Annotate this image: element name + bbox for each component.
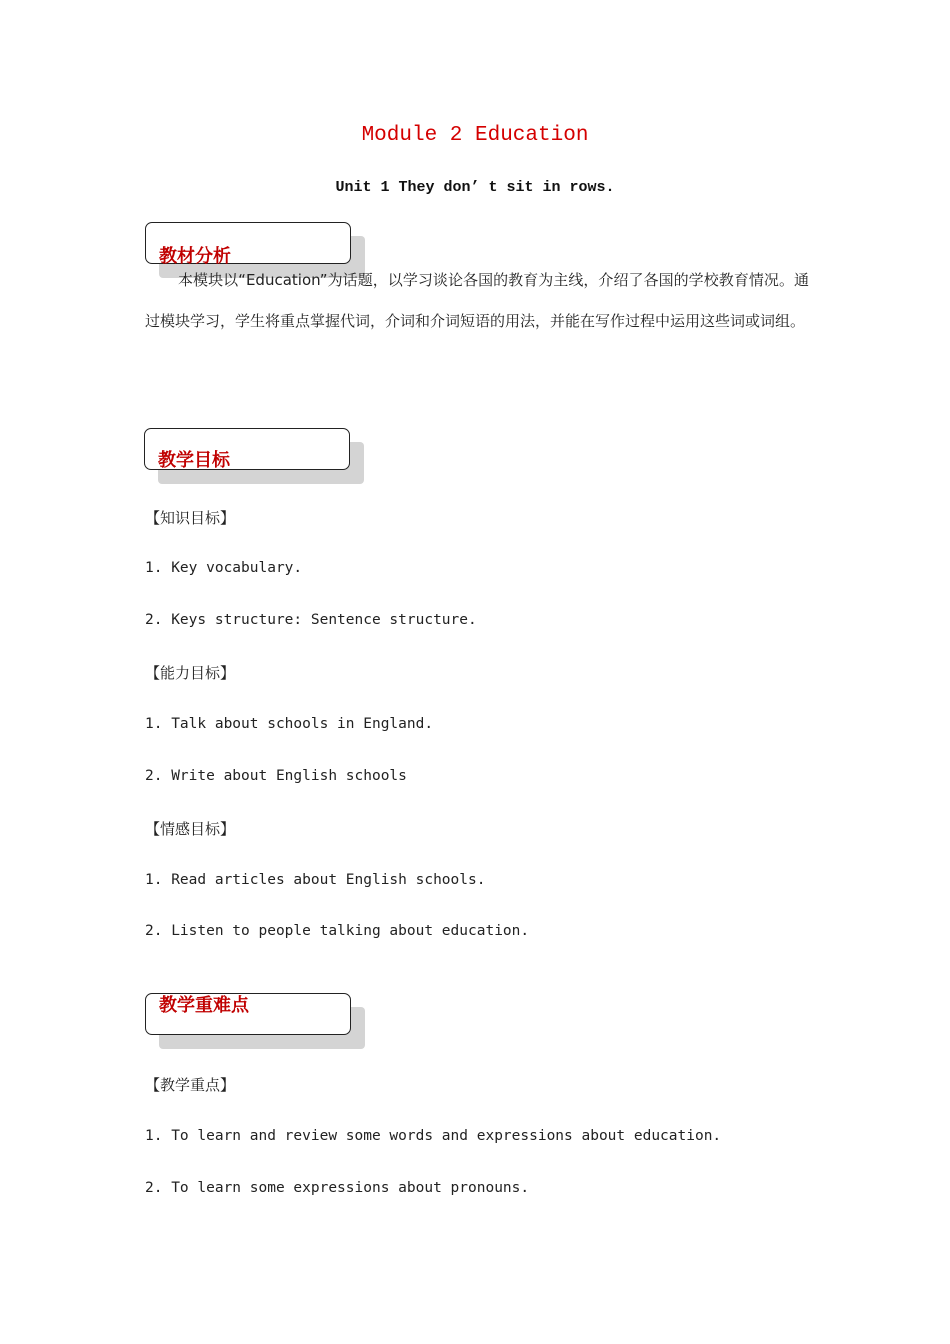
analysis-paragraph: 本模块以“Education”为话题，以学习谈论各国的教育为主线，介绍了各国的学校教育情况。通过模块学习，学生将重点掌握代词，介词和介词短语的用法，并能在写作过程中运用这些词或词组。 xyxy=(145,271,809,330)
emotion-item-1: 1. Read articles about English schools. xyxy=(145,872,486,888)
section-heading-objectives: 教学目标 xyxy=(158,450,230,471)
ability-objectives-label: 【能力目标】 xyxy=(145,664,236,682)
knowledge-item-1: 1. Key vocabulary. xyxy=(145,560,303,576)
section-heading-box-analysis xyxy=(145,222,351,267)
ability-item-1: 1. Talk about schools in England. xyxy=(145,716,434,732)
ability-item-2: 2. Write about English schools xyxy=(145,768,407,784)
knowledge-objectives-label: 【知识目标】 xyxy=(145,509,236,527)
teaching-focus-label: 【教学重点】 xyxy=(145,1076,236,1094)
focus-item-1: 1. To learn and review some words and expressions about education. xyxy=(145,1128,722,1144)
section-heading-key-points: 教学重难点 xyxy=(159,995,249,1016)
emotion-item-2: 2. Listen to people talking about education. xyxy=(145,923,530,939)
section-heading-analysis: 教材分析 xyxy=(159,246,231,267)
focus-item-2: 2. To learn some expressions about pronouns. xyxy=(145,1180,530,1196)
section-heading-box-objectives xyxy=(144,428,350,470)
knowledge-item-2: 2. Keys structure: Sentence structure. xyxy=(145,612,477,628)
section-heading-box-key-points xyxy=(145,993,351,1035)
document-title: Module 2 Education xyxy=(361,124,589,147)
unit-subtitle: Unit 1 They don’ t sit in rows. xyxy=(335,179,615,196)
emotion-objectives-label: 【情感目标】 xyxy=(145,820,236,838)
